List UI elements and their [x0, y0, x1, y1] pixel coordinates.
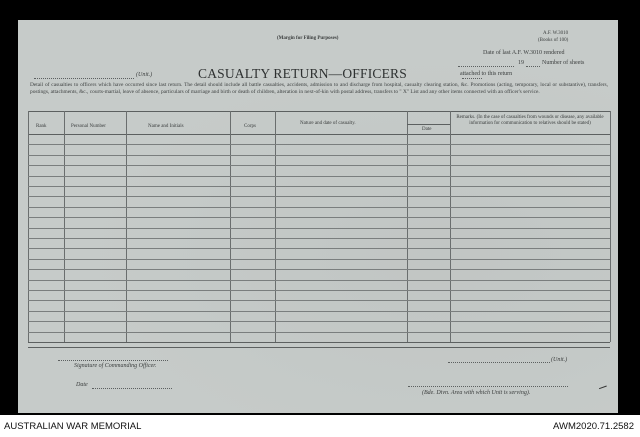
col-divider — [610, 111, 611, 342]
table-row — [28, 259, 610, 260]
table-row — [28, 217, 610, 218]
table-row — [28, 290, 610, 291]
table-row — [28, 332, 610, 333]
form-title: CASUALTY RETURN—OFFICERS — [198, 66, 407, 81]
table-row — [28, 280, 610, 281]
col-divider — [275, 111, 276, 342]
footer-rule — [28, 347, 610, 348]
year-field[interactable] — [458, 66, 514, 67]
signature-field[interactable] — [58, 360, 168, 361]
caption-accession: AWM2020.71.2582 — [553, 421, 634, 432]
area-label: (Bde. Divn. Area with which Unit is serving). — [422, 390, 531, 396]
table-row — [28, 248, 610, 249]
table-row — [28, 176, 610, 177]
col-header-name: Name and Initials — [148, 124, 184, 129]
table-row — [28, 165, 610, 166]
date-field[interactable] — [92, 388, 172, 389]
table-row — [28, 228, 610, 229]
sheets-label: Number of sheets — [542, 60, 585, 66]
col-divider — [407, 111, 408, 342]
attached-field[interactable] — [462, 78, 482, 79]
date-rendered-label: Date of last A.F. W.3010 rendered — [483, 50, 565, 56]
attached-label: attached to this return — [460, 71, 513, 77]
col-header-personal-number: Personal Number — [71, 124, 106, 129]
table-top-border — [28, 111, 610, 112]
table-row — [28, 238, 610, 239]
table-row — [28, 144, 610, 145]
table-row — [28, 207, 610, 208]
date-subheader-line — [407, 124, 450, 125]
signature-label: Signature of Commanding Officer. — [74, 363, 157, 369]
col-header-remarks: Remarks. (In the case of casualties from wounds or disease, any available information for communication to relatives should be stated) — [456, 115, 604, 126]
col-header-corps: Corps — [244, 124, 256, 129]
col-header-date: Date — [422, 127, 432, 132]
detail-instructions: Detail of casualties to officers which have occurred since last return. The detail should include all battle casualties, accidents, admission to and discharge from hospital, casualty clearing station, &c. Promotions (acting, temporary, local or substantive), transfers, postings, attachments, &c., courts-martial, leave of absence, particulars of marriage and birth or death of children, alteration in next-of-kin with postal address, transfers to " X" List and any other items connected with an officer's service. — [30, 82, 608, 95]
col-divider — [126, 111, 127, 342]
archive-mark-icon — [597, 381, 607, 389]
col-header-nature: Nature and date of casualty. — [300, 121, 356, 126]
table-header-border — [28, 134, 610, 135]
form-sheet — [18, 20, 618, 413]
col-divider — [230, 111, 231, 342]
table-row — [28, 155, 610, 156]
col-divider — [450, 111, 451, 342]
sheets-field[interactable] — [526, 66, 540, 67]
books-note: (Books of 100) — [538, 38, 569, 43]
caption-source: AUSTRALIAN WAR MEMORIAL — [4, 421, 142, 432]
date-label: Date — [76, 382, 88, 388]
archive-caption — [0, 415, 640, 437]
footer-unit-label: (Unit.) — [551, 357, 568, 363]
margin-note: (Margin for Filing Purposes) — [277, 36, 339, 41]
form-number: A.F. W.3010 — [543, 31, 569, 36]
col-divider — [28, 111, 29, 342]
table-row — [28, 321, 610, 322]
unit-field[interactable] — [34, 78, 134, 79]
year-prefix: 19 — [518, 60, 524, 66]
table-row — [28, 269, 610, 270]
col-divider — [64, 111, 65, 342]
table-row — [28, 300, 610, 301]
table-row — [28, 311, 610, 312]
col-header-rank: Rank — [36, 124, 47, 129]
table-row — [28, 186, 610, 187]
footer-unit-field[interactable] — [448, 362, 550, 363]
unit-label: (Unit.) — [136, 72, 153, 78]
area-field[interactable] — [408, 386, 568, 387]
table-row — [28, 196, 610, 197]
table-bottom-border — [28, 342, 610, 343]
